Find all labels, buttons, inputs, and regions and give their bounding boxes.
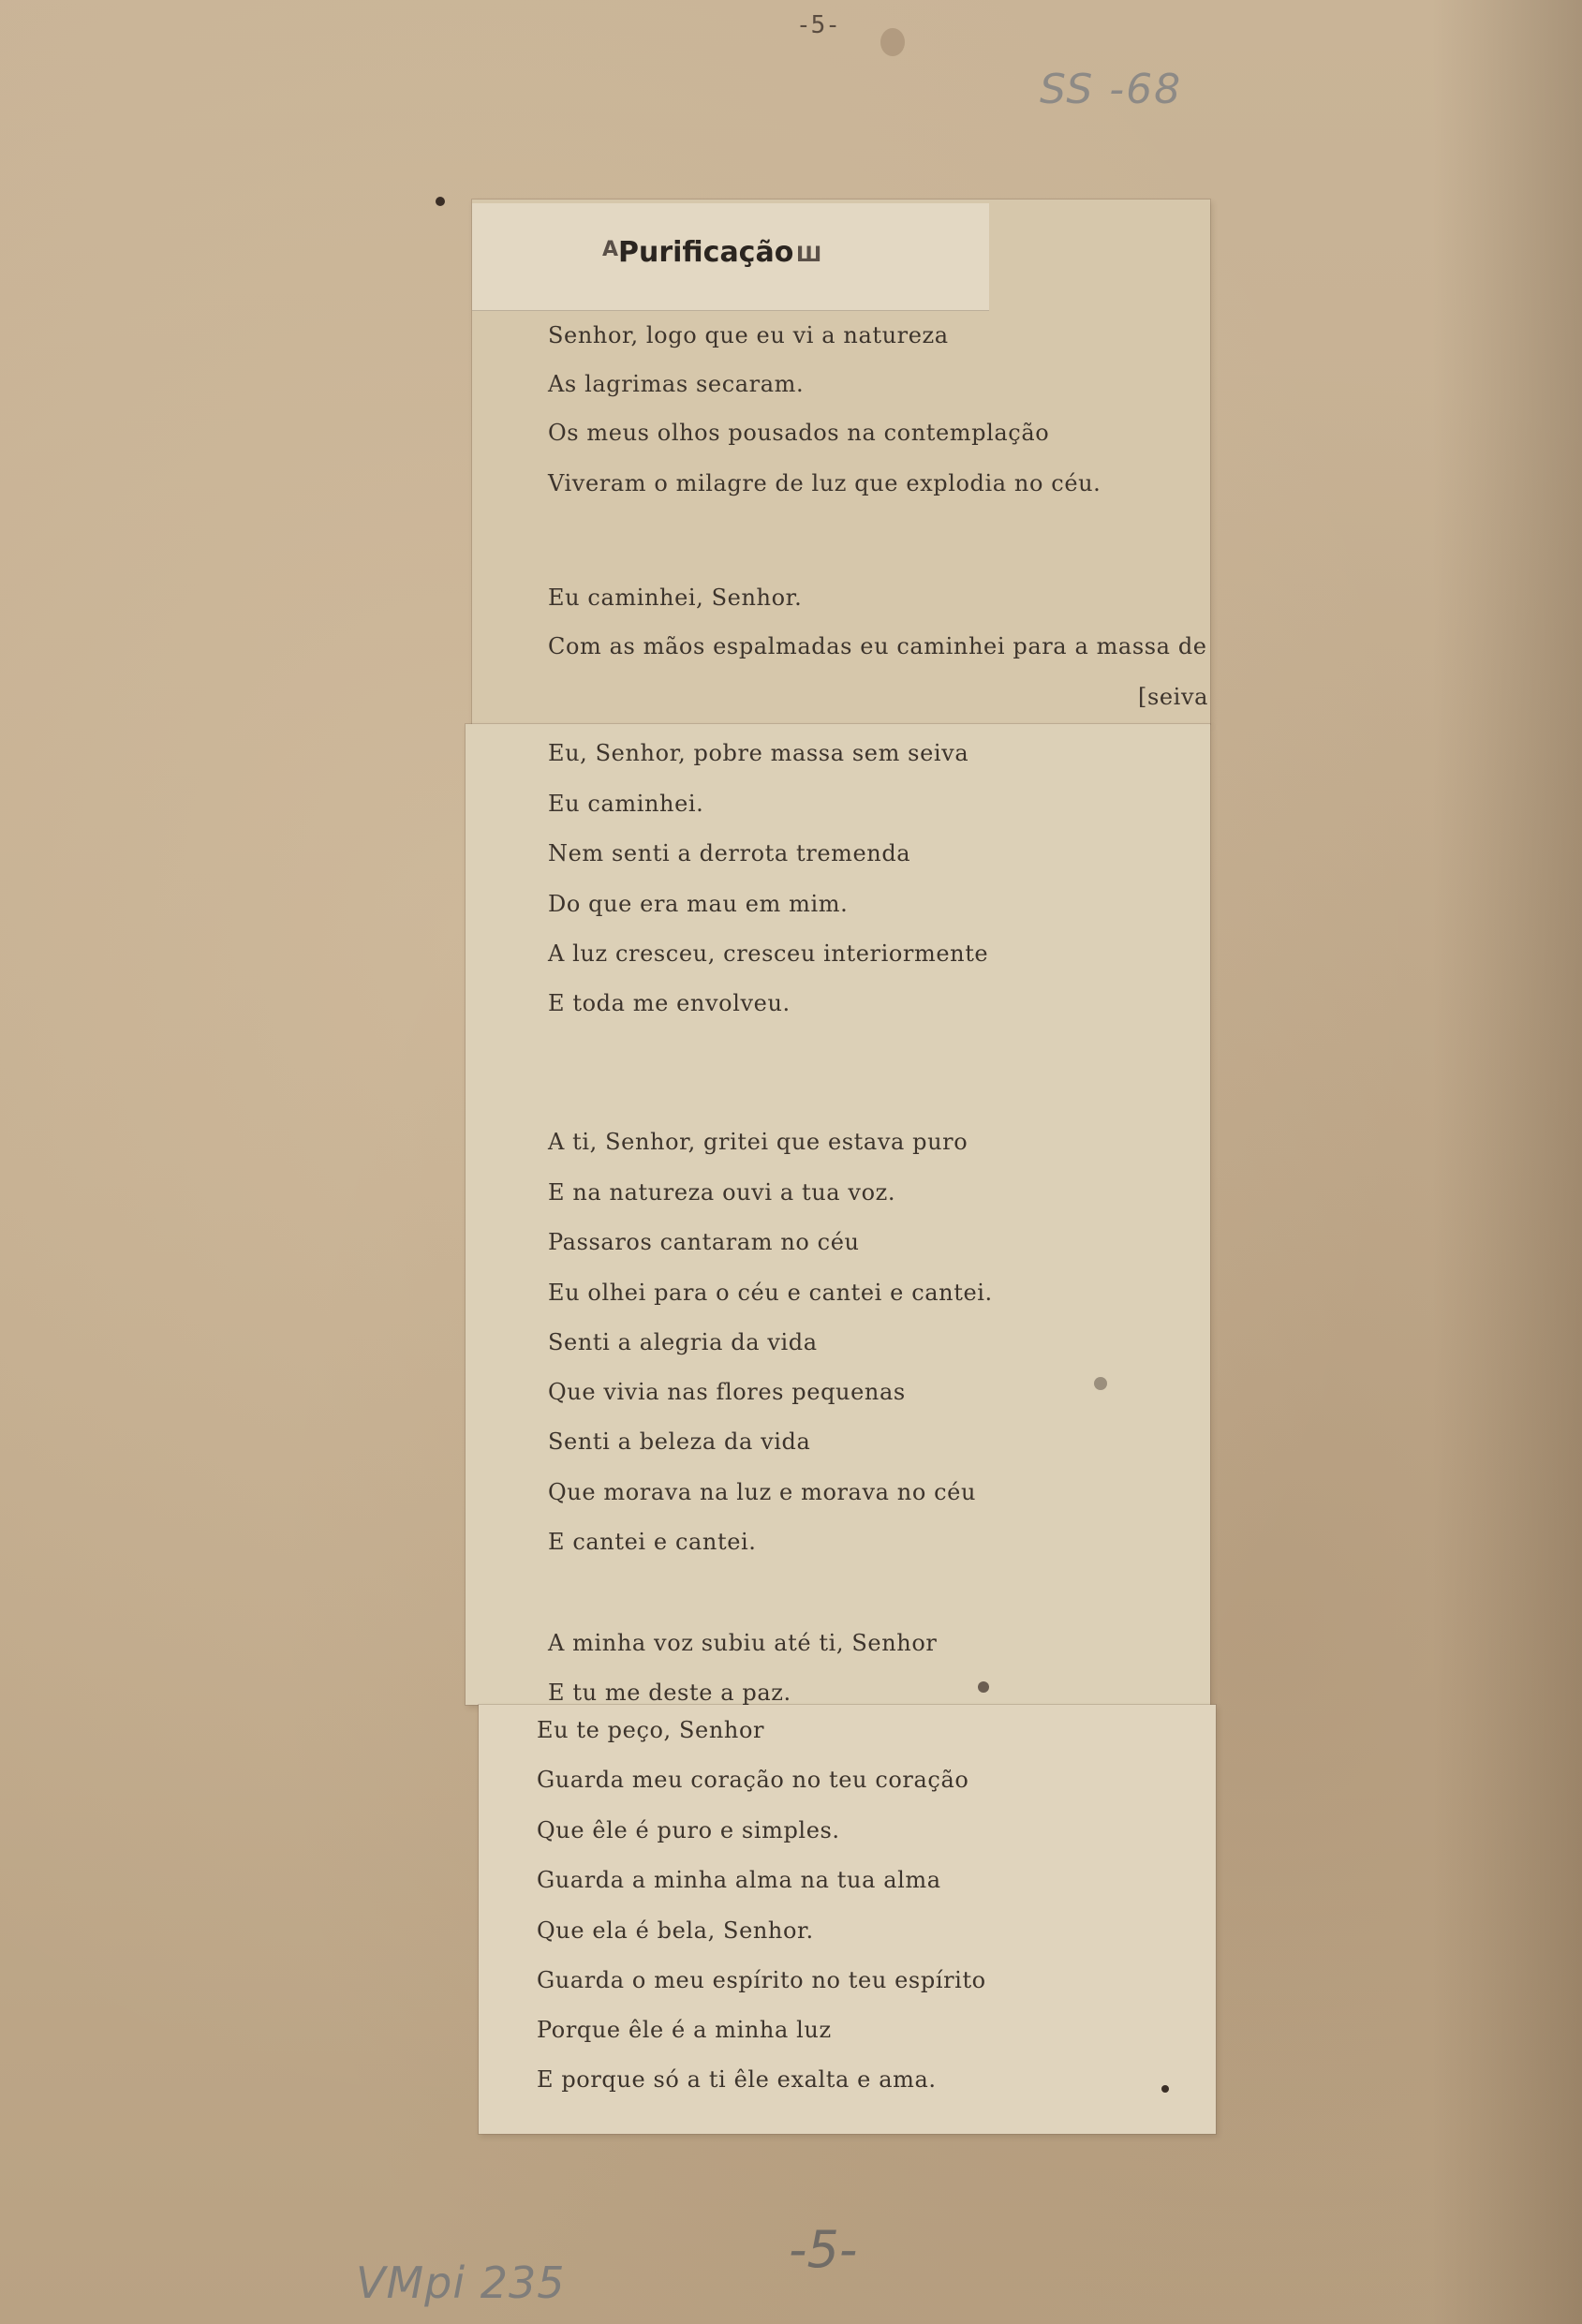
page-number-bottom: -5- [789, 2220, 858, 2279]
poem-line: Guarda o meu espírito no teu espírito [537, 1967, 986, 1993]
poem-line: Eu, Senhor, pobre massa sem seiva [548, 740, 969, 766]
poem-line: Que morava na luz e morava no céu [548, 1479, 977, 1505]
poem-line: Do que era mau em mim. [548, 891, 849, 917]
poem-line: [seiva [1138, 684, 1209, 710]
poem-line: Eu olhei para o céu e cantei e cantei. [548, 1280, 993, 1306]
ink-spot [1161, 2085, 1169, 2093]
poem-line: Guarda meu coração no teu coração [537, 1767, 969, 1793]
poem-line: Guarda a minha alma na tua alma [537, 1867, 941, 1893]
poem-line: Que ela é bela, Senhor. [537, 1917, 814, 1944]
poem-line: Senti a beleza da vida [548, 1428, 811, 1455]
archive-code: VMpi 235 [356, 2257, 566, 2308]
ink-spot [978, 1681, 989, 1693]
ink-spot [1094, 1377, 1107, 1390]
page-number-top: -5- [796, 11, 840, 39]
poem-title: Purificação [618, 236, 794, 269]
poem-line: E porque só a ti êle exalta e ama. [537, 2066, 937, 2093]
strikethrough-mark-left: A [602, 238, 619, 261]
poem-line: Os meus olhos pousados na contemplação [548, 420, 1050, 446]
manuscript-code: SS -68 [1040, 66, 1183, 113]
poem-line: A ti, Senhor, gritei que estava puro [548, 1129, 968, 1155]
poem-line: Eu te peço, Senhor [537, 1717, 765, 1743]
poem-line: A minha voz subiu até ti, Senhor [548, 1630, 938, 1656]
poem-line: Passaros cantaram no céu [548, 1229, 860, 1255]
clipping-2 [466, 724, 1210, 1705]
poem-line: Porque êle é a minha luz [537, 2017, 832, 2043]
poem-line: A luz cresceu, cresceu interiormente [548, 940, 989, 967]
poem-line: Nem senti a derrota tremenda [548, 840, 911, 866]
poem-line: E toda me envolveu. [548, 990, 791, 1016]
ink-spot [436, 197, 445, 206]
poem-line: Com as mãos espalmadas eu caminhei para a massa de [548, 633, 1207, 659]
stain [880, 28, 905, 56]
poem-line: E cantei e cantei. [548, 1529, 757, 1555]
poem-line: Eu caminhei. [548, 791, 704, 817]
poem-line: Eu caminhei, Senhor. [548, 585, 803, 611]
poem-line: E tu me deste a paz. [548, 1680, 791, 1706]
poem-line: As lagrimas secaram. [548, 371, 805, 397]
poem-line: Senti a alegria da vida [548, 1329, 818, 1355]
poem-line: Senhor, logo que eu vi a natureza [548, 322, 949, 348]
strikethrough-mark-right: Ш [796, 244, 822, 267]
poem-line: E na natureza ouvi a tua voz. [548, 1179, 896, 1206]
poem-line: Que vivia nas flores pequenas [548, 1379, 906, 1405]
poem-line: Viveram o milagre de luz que explodia no céu. [548, 470, 1101, 496]
poem-line: Que êle é puro e simples. [537, 1817, 840, 1843]
